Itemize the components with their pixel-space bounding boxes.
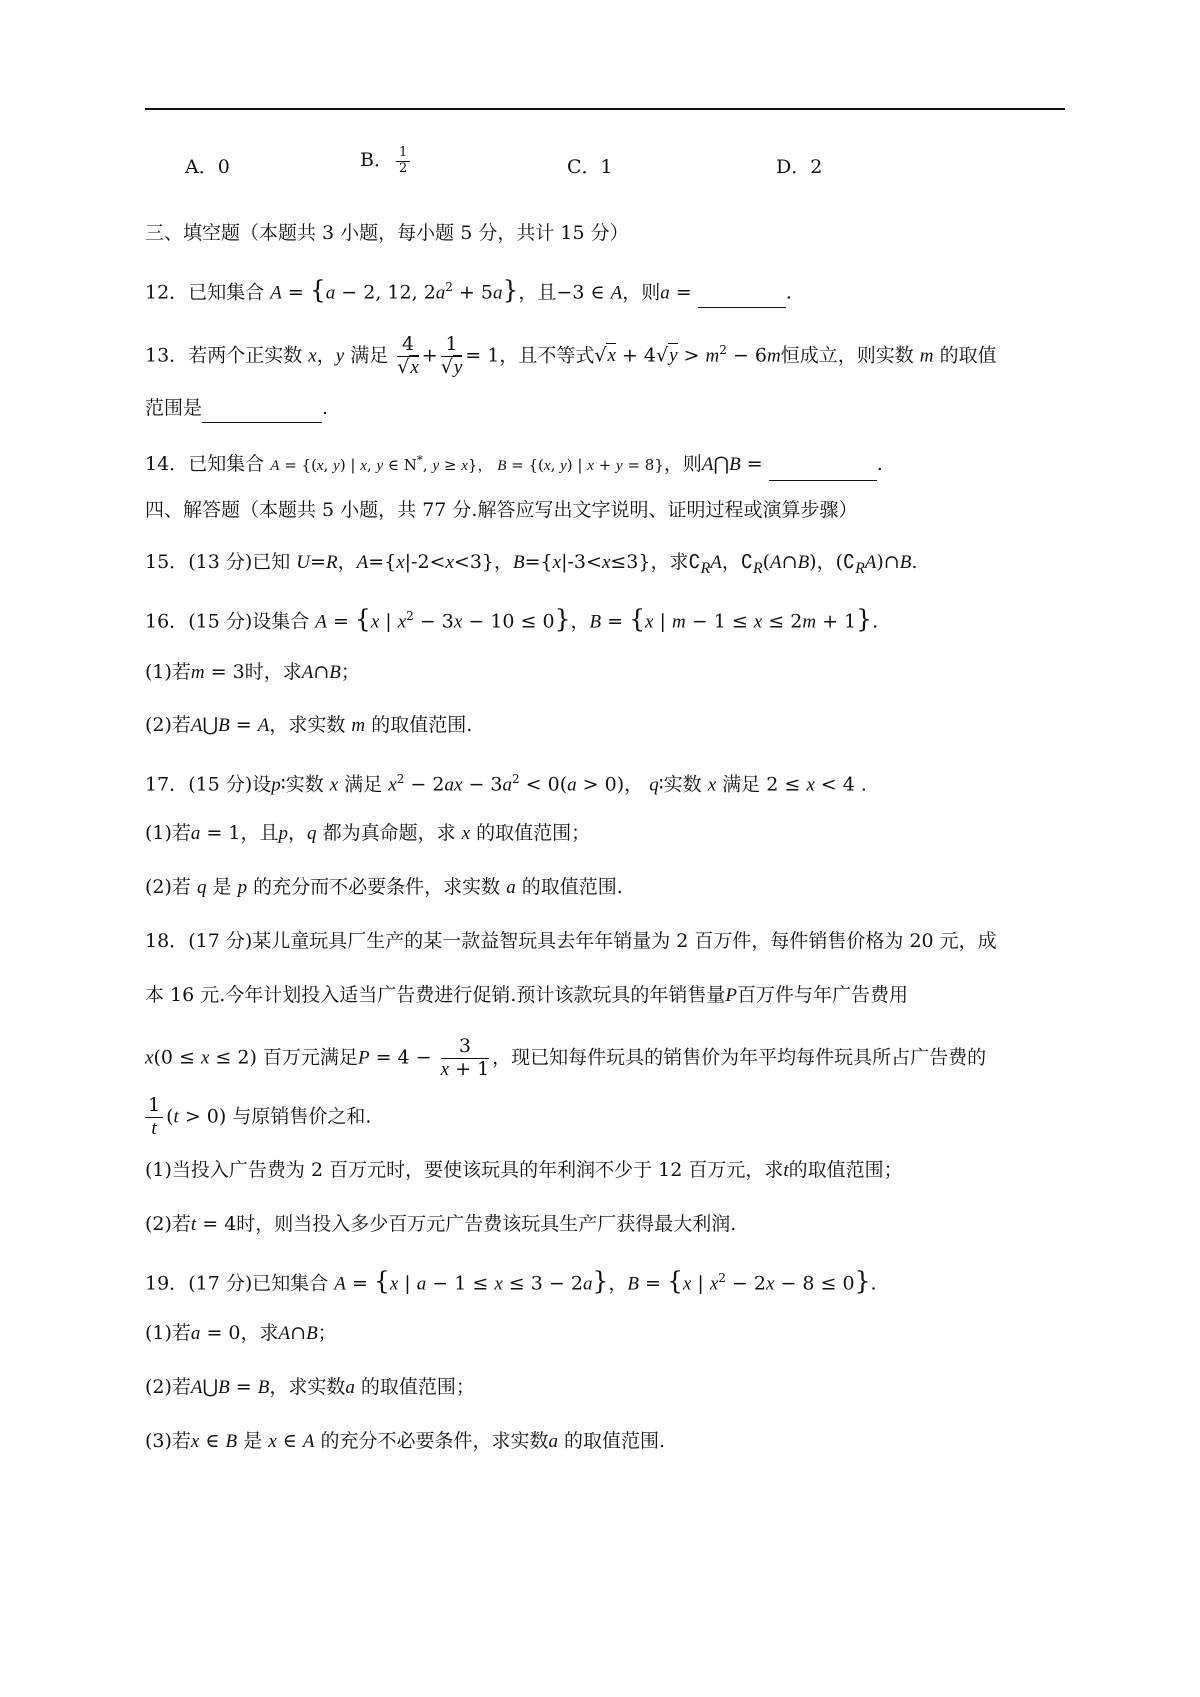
question-18-line3: x(0 ≤ x ≤ 2) 百万元满足P = 4 − $\frac{3}{x + 1}$ ，现已知每件玩具的销售价为年平均每件玩具所占广告费的: [145, 1035, 987, 1080]
question-19-part2: (2)若A⋃B = B，求实数a 的取值范围；: [145, 1376, 475, 1398]
question-16: 16．(15 分)设集合 A = {x | $x^2 - 3x - 10 \le 0$}，B = {x | m − 1 ≤ x ≤ 2m + 1}.: [145, 604, 879, 634]
option-a: A．0: [185, 156, 230, 178]
option-d: D．2: [776, 156, 823, 178]
question-15: 15．(13 分)已知 U=R，A={x|-2<x<3}，B={x|-3<x≤3}，求$∁_RA$，$∁_R(A\cap B)$，$(∁_RA)\cap B$.: [145, 551, 918, 577]
question-18-part2: (2)若t = 4时，则当投入多少百万元广告费该玩具生产厂获得最大利润.: [145, 1213, 737, 1235]
fraction-half: $\frac{1}{2}$: [396, 146, 410, 177]
question-19: 19．(17 分)已知集合 A = {x | a − 1 ≤ x ≤ 3 − 2a}，B = {x | $x^2 - 2x - 8 \le 0$}.: [145, 1266, 877, 1296]
question-17-part2: (2)若 q 是 p 的充分而不必要条件，求实数 a 的取值范围.: [145, 876, 623, 898]
question-12: 12．已知集合 A = {a − 2, 12, $2a^2 + 5a$}，且−3 ∈ A，则a = .: [145, 272, 792, 308]
section3-header: 三、填空题（本题共 3 小题，每小题 5 分，共计 15 分）: [145, 222, 629, 244]
answer-blank-13[interactable]: [202, 402, 322, 423]
question-13: 13．若两个正实数 x，y 满足 $\frac{4}{√x}$ + $\frac{1}{√y}$ = 1，且不等式$√x + 4√y > m^2 - 6m$恒成立，则实数 m 的取值: [145, 333, 997, 378]
question-18-line4: $\frac{1}{t}$ (t > 0) 与原销售价之和.: [145, 1095, 371, 1140]
answer-blank-12[interactable]: [698, 287, 786, 308]
question-17-part1: (1)若a = 1，且p，q 都为真命题，求 x 的取值范围；: [145, 822, 591, 844]
question-14: 14．已知集合 A = {(x, y) | x, y ∈ N*, y ≥ x}， B = {(x, y) | x + y = 8}，则A⋂B = .: [145, 445, 883, 481]
question-18-line2: 本 16 元.今年计划投入适当广告费进行促销.预计该款玩具的年销售量P百万件与年广告费用: [145, 984, 908, 1006]
question-19-part3: (3)若x ∈ B 是 x ∈ A 的充分不必要条件，求实数a 的取值范围.: [145, 1430, 666, 1452]
question-18-part1: (1)当投入广告费为 2 百万元时，要使该玩具的年利润不少于 12 百万元，求t的取值范围；: [145, 1159, 903, 1181]
option-c: C．1: [567, 156, 613, 178]
question-16-part2: (2)若A⋃B = A，求实数 m 的取值范围.: [145, 714, 473, 736]
question-13-line2: 范围是 .: [145, 393, 328, 423]
option-b: B． $\frac{1}{2}$: [360, 145, 413, 176]
section4-header: 四、解答题（本题共 5 小题，共 77 分.解答应写出文字说明、证明过程或演算步骤）: [145, 499, 858, 521]
top-rule: [145, 108, 1065, 110]
answer-blank-14[interactable]: [769, 460, 877, 481]
question-18: 18．(17 分)某儿童玩具厂生产的某一款益智玩具去年年销量为 2 百万件，每件销售价格为 20 元，成: [145, 930, 997, 952]
question-19-part1: (1)若a = 0，求A∩B；: [145, 1322, 337, 1344]
question-17: 17．(15 分)设p∶实数 x 满足 $x^2 - 2ax - 3a^2 < 0(a > 0)$， q∶实数 x 满足 2 ≤ x < 4 .: [145, 772, 867, 796]
question-16-part1: (1)若m = 3时，求A∩B；: [145, 661, 360, 683]
